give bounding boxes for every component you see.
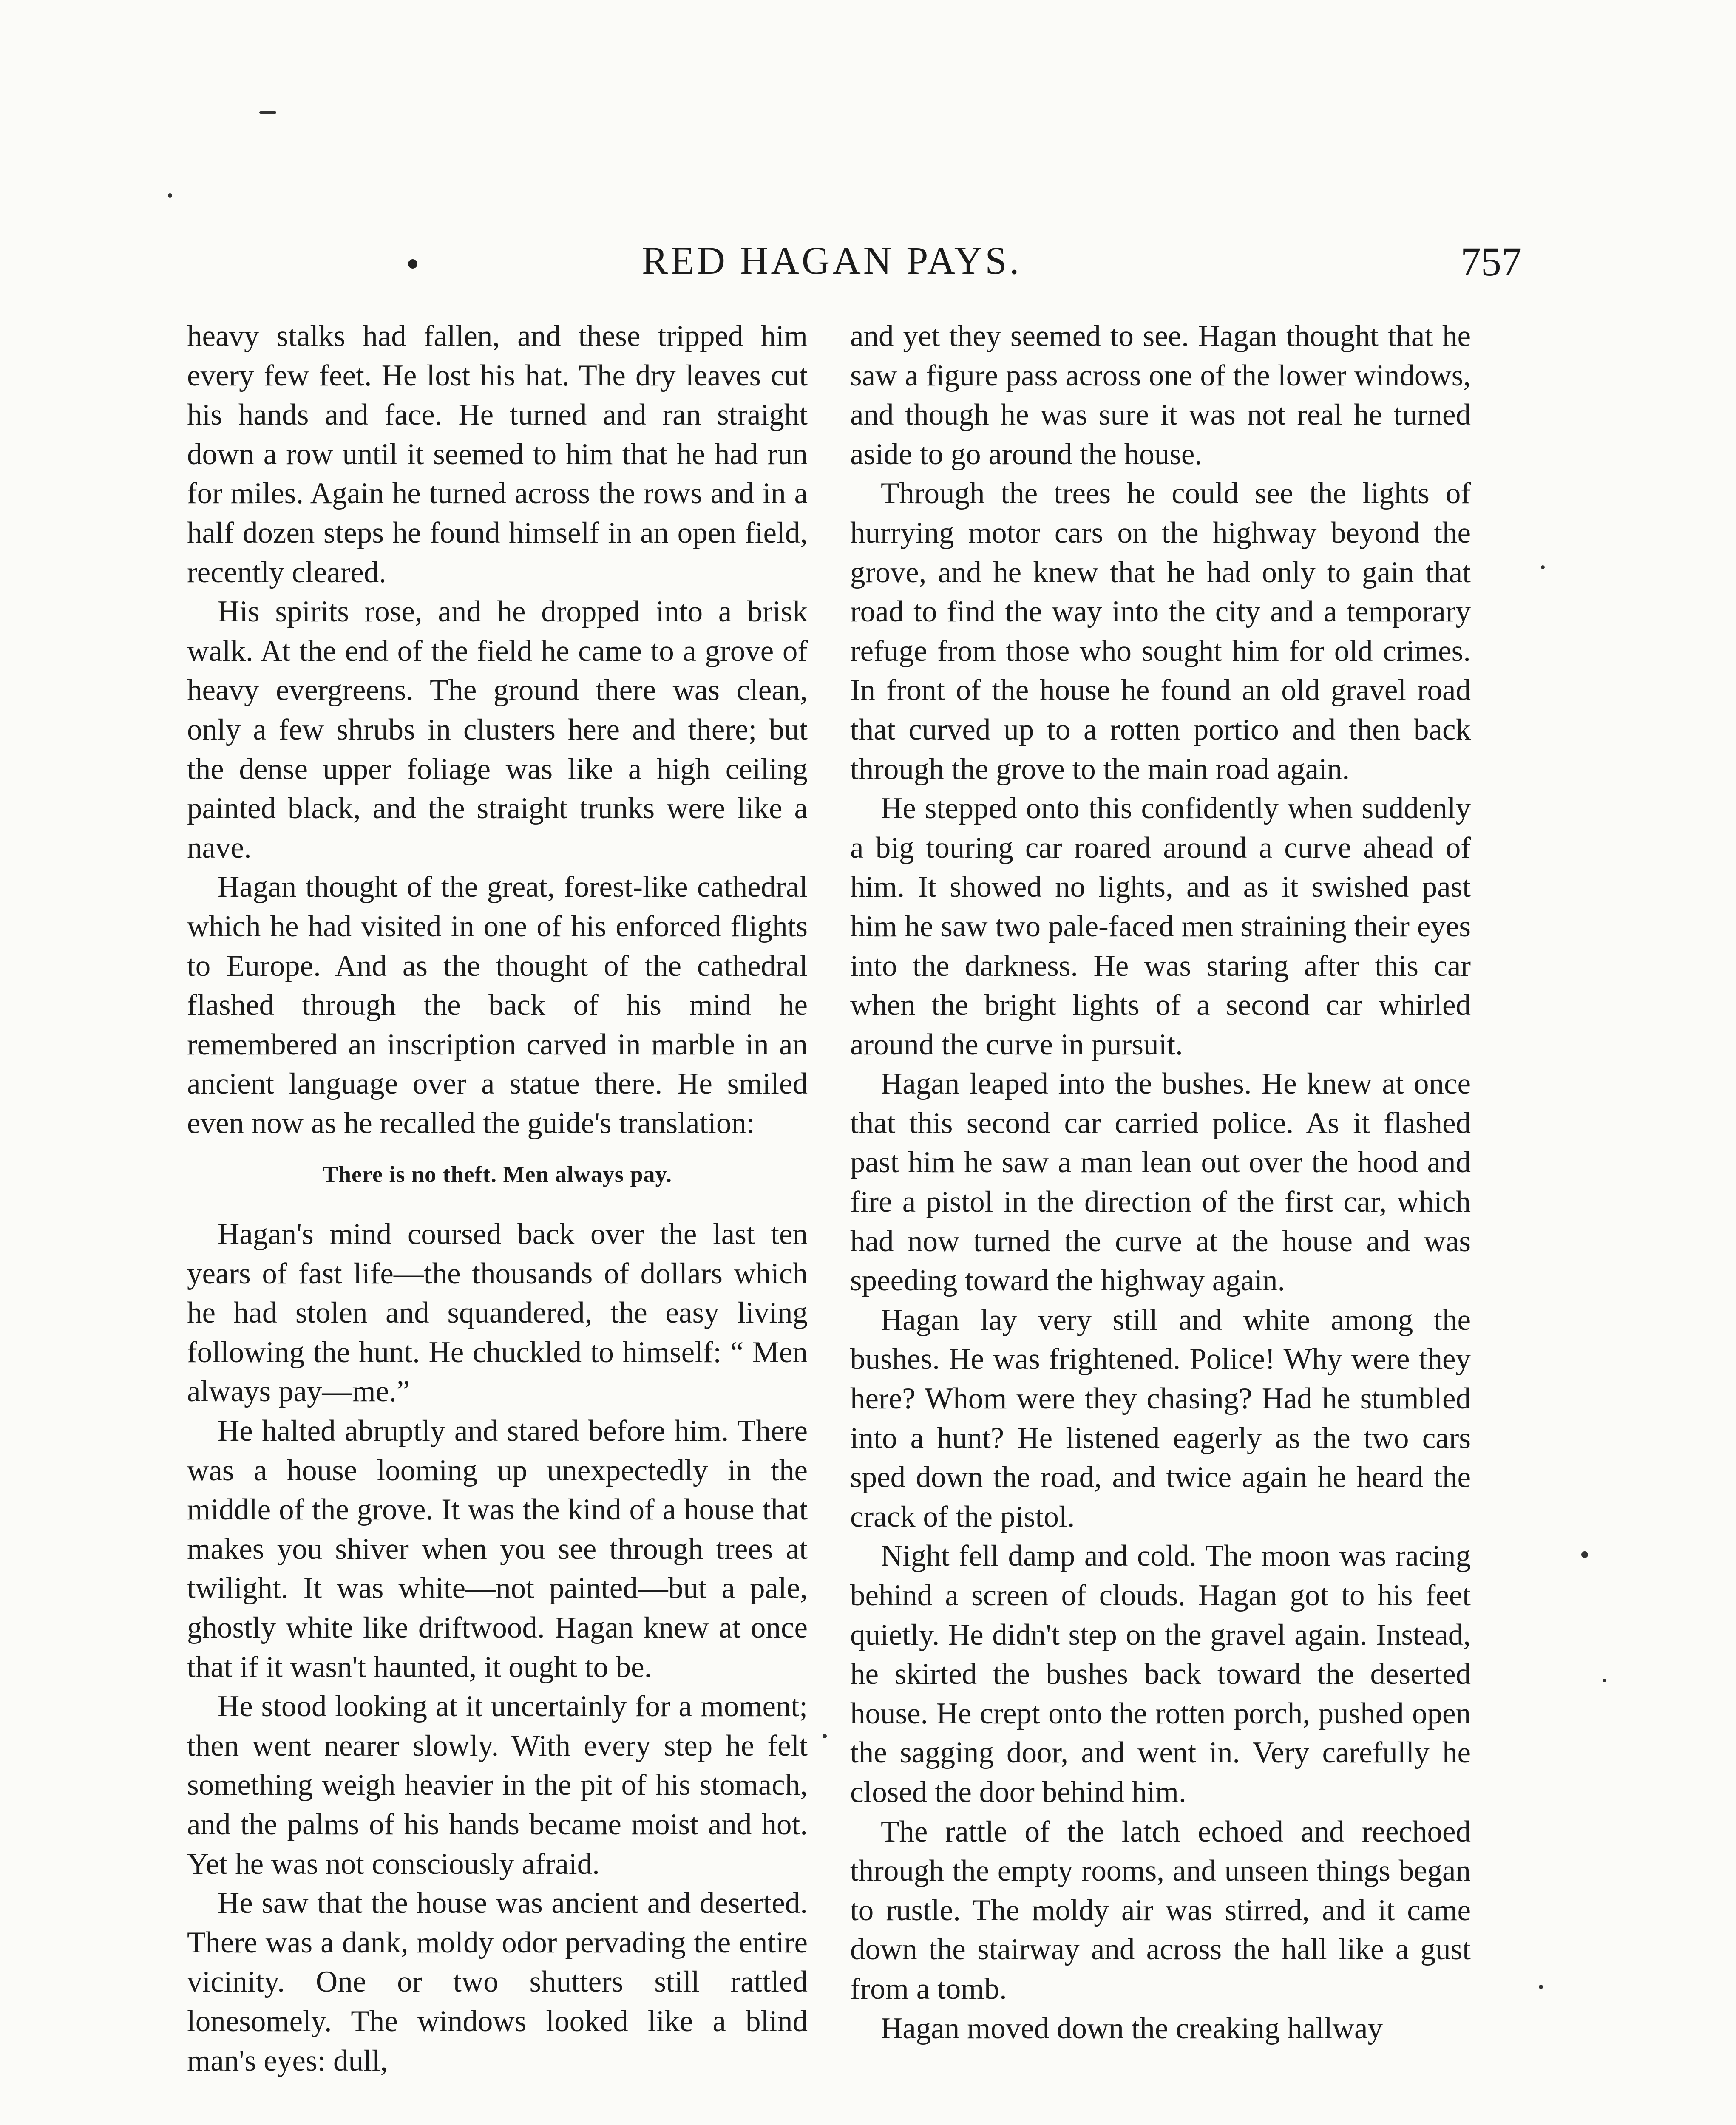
print-speck [1539, 1985, 1543, 1989]
paragraph: Hagan thought of the great, forest-like cathedral which he had visited in one of his enforced flights to Europe. And as the thought of the cathedral flashed through the back of his mind he remembered an inscription carved in marble in an ancient language over a statue there. He smiled even now as he recalled the guide's translation: [187, 870, 808, 1140]
paragraph: He saw that the house was ancient and deserted. There was a dank, moldy odor pervading the entire vicinity. One or two shutters still rattled lonesomely. The windows looked like a blind man's eyes: dull, [187, 1887, 808, 2077]
paragraph: and yet they seemed to see. Hagan thought that he saw a figure pass across one of the lower windows, and though he was sure it was not real he turned aside to go around the house. [850, 320, 1471, 471]
left-text-column [187, 317, 808, 2080]
page-number: 757 [1461, 239, 1522, 284]
paragraph: Hagan moved down the creaking hallway [881, 2012, 1383, 2045]
print-speck [259, 111, 276, 114]
print-speck [1603, 1679, 1606, 1682]
paragraph: His spirits rose, and he dropped into a brisk walk. At the end of the field he came to a grove of heavy evergreens. The ground there was clean, only a few shrubs in clusters here and there; but the dense upper foliage was like a high ceiling painted black, and the straight trunks were like a nave. [187, 595, 808, 864]
paragraph: He stood looking at it uncertainly for a moment; then went nearer slowly. With every step he felt something weigh heavier in the pit of his stomach, and the palms of his hands became moist and hot. Yet he was not consciously afraid. [187, 1690, 808, 1881]
print-speck [823, 1734, 827, 1738]
running-title: RED HAGAN PAYS. [642, 239, 1022, 282]
paragraph: Hagan's mind coursed back over the last ten years of fast life—the thousands of dollars which he had stolen and squandered, the easy living following the hunt. He chuckled to himself: “ Men always pay—me.” [187, 1218, 808, 1408]
paragraph: Through the trees he could see the lights of hurrying motor cars on the highway beyond the grove, and he knew that he had only to gain that road to find the way into the city and a temporary refuge from those who sought him for old crimes. In front of the house he found an old gravel road that curved up to a rotten portico and then back through the grove to the main road again. [850, 477, 1471, 786]
paragraph: Night fell damp and cold. The moon was racing behind a screen of clouds. Hagan got to his feet quietly. He didn't step on the gravel again. Instead, he skirted the bushes back toward the deserted house. He crept onto the rotten porch, pushed open the sagging door, and went in. Very carefully he closed the door behind him. [850, 1539, 1471, 1809]
paragraph: The rattle of the latch echoed and reechoed through the empty rooms, and unseen things began to rustle. The moldy air was stirred, and it came down the stairway and across the hall like a gust from a tomb. [850, 1815, 1471, 2006]
paragraph: Hagan leaped into the bushes. He knew at once that this second car carried police. As it flashed past him he saw a man lean out over the hood and fire a pistol in the direction of the first car, which had now turned the curve at the house and was speeding toward the highway again. [850, 1067, 1471, 1298]
paragraph: He stepped onto this confidently when suddenly a big touring car roared around a curve ahead of him. It showed no lights, and as it swished past him he saw two pale-faced men straining their eyes into the darkness. He was staring after this car when the bright lights of a second car whirled around the curve in pursuit. [850, 792, 1471, 1061]
paragraph: He halted abruptly and stared before him. There was a house looming up unexpectedly in the middle of the grove. It was the kind of a house that makes you shiver when you see through trees at twilight. It was white—not painted—but a pale, ghostly white like driftwood. Hagan knew at once that if it wasn't haunted, it ought to be. [187, 1414, 808, 1684]
print-speck [1581, 1551, 1588, 1558]
right-text-column [850, 317, 1471, 2048]
print-speck [1541, 565, 1545, 569]
paragraph: heavy stalks had fallen, and these tripped him every few feet. He lost his hat. The dry leaves cut his hands and face. He turned and ran straight down a row until it seemed to him that he had run for miles. Again he turned across the rows and in a half dozen steps he found himself in an open field, recently cleared. [187, 320, 808, 589]
page-header [179, 238, 1522, 289]
inscription-quote: There is no theft. Men always pay. [322, 1162, 672, 1187]
print-speck [168, 193, 172, 198]
paragraph: Hagan lay very still and white among the bushes. He was frightened. Police! Why were they here? Whom were they chasing? Had he stumbled into a hunt? He listened eagerly as the two cars sped down the road, and twice again he heard the crack of the pistol. [850, 1303, 1471, 1533]
header-ornament-dot [408, 259, 417, 269]
